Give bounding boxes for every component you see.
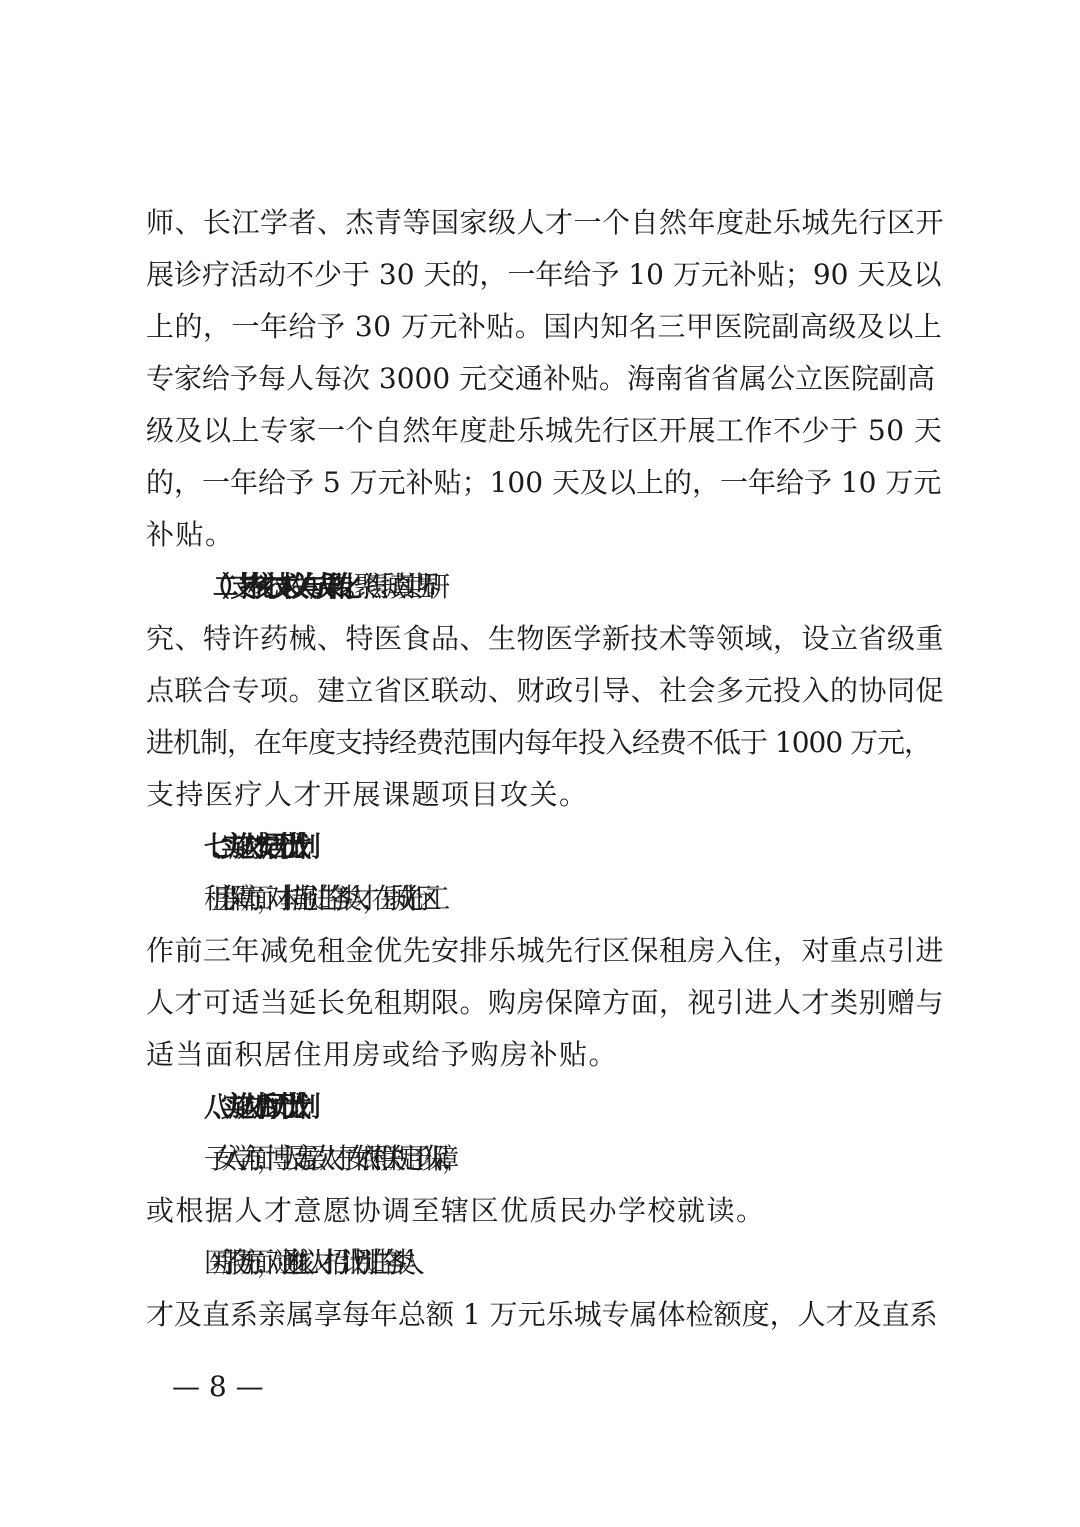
body-line: 才及直系亲属享每年总额 1 万元乐城专属体检额度，人才及直系 (146, 1298, 938, 1331)
section-heading-8: 八、实施人才“后顾无忧”计划 (204, 1090, 304, 1123)
body-line: 上的，一年给予 30 万元补贴。国内知名三甲医院副高级及以上 (146, 310, 943, 343)
body-line: 适当面积居住用房或给予购房补贴。 (146, 1038, 619, 1071)
body-line: 补贴。 (146, 518, 235, 551)
body-line: 医疗服务方面，对通过“核心人才招引计划”引进的各类人 (204, 1246, 408, 1279)
section2-first-line (204, 567, 946, 607)
section-heading-7: 七、实施人才“安居无忧”计划 (204, 830, 304, 863)
body-line: 或根据人才意愿协调至辖区优质民办学校就读。 (146, 1194, 766, 1227)
body-line: 专家给予每人每次 3000 元交通补贴。海南省省属公立医院副高 (146, 362, 936, 395)
section2-title: （二）支持核心技术攻关与成果转化。 (204, 570, 354, 603)
body-line: 展诊疗活动不少于 30 天的，一年给予 10 万元补贴；90 天及以 (146, 258, 942, 291)
body-line: 师、长江学者、杰青等国家级人才一个自然年度赴乐城先行区开 (146, 206, 945, 239)
section2-first-line-rest: 聚焦乐城真实世界研 (353, 570, 434, 603)
body-line: 支持医疗人才开展课题项目攻关。 (146, 778, 589, 811)
body-line: 级及以上专家一个自然年度赴乐城先行区开展工作不少于 50 天 (146, 414, 943, 447)
body-line: 点联合专项。建立省区联动、财政引导、社会多元投入的协同促 (146, 674, 945, 707)
body-line: 的，一年给予 5 万元补贴；100 天及以上的，一年给予 10 万元 (146, 466, 942, 499)
body-line: 作前三年减免租金优先安排乐城先行区保租房入住，对重点引进 (146, 934, 945, 967)
body-line: 子女入学方面，博士及高层次人才子女依照相关规定予以保障， (204, 1142, 451, 1175)
body-line: 租房保障方面，对本措施引进的各类人才，在乐城先行区工 (204, 882, 434, 915)
body-line: 究、特许药械、特医食品、生物医学新技术等领域，设立省级重 (146, 622, 945, 655)
body-line: 进机制，在年度支持经费范围内每年投入经费不低于 1000 万元， (146, 726, 932, 759)
page-number: — 8 — (172, 1370, 264, 1403)
body-line: 人才可适当延长免租期限。购房保障方面，视引进人才类别赠与 (146, 986, 945, 1019)
